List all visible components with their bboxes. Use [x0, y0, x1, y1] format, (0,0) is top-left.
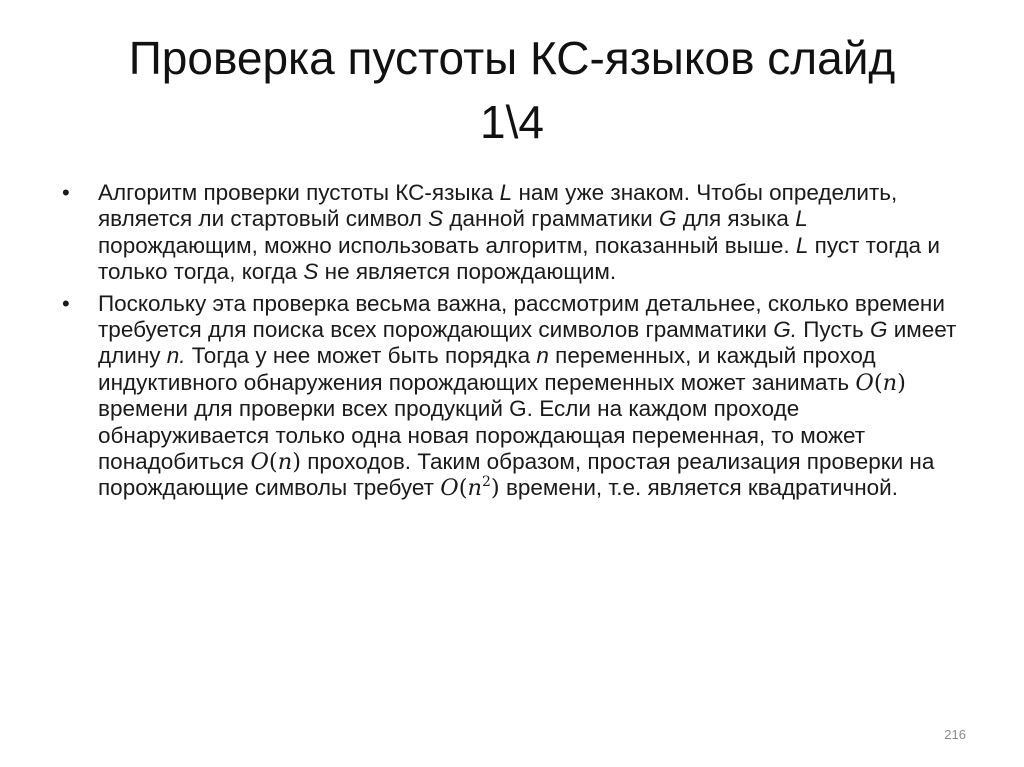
variable-L: L — [795, 206, 808, 232]
text-run: для языка — [676, 206, 796, 232]
variable-S: S — [303, 259, 319, 285]
math-symbol: n — [882, 369, 898, 396]
variable-L: L — [795, 232, 809, 258]
variable-G: G. — [773, 317, 797, 343]
variable-L: L — [499, 180, 513, 205]
text-run: пуст тогда и только тогда, когда — [98, 232, 940, 285]
math-symbol: O — [250, 449, 269, 476]
math-big-o-n — [855, 370, 906, 395]
math-symbol: n — [467, 475, 482, 502]
variable-G: G — [869, 317, 888, 343]
bullet-text-1 — [98, 180, 940, 284]
math-paren: ) — [897, 369, 906, 396]
math-paren: ( — [873, 369, 883, 396]
text-run: Алгоритм проверки пустоты КС-языка — [98, 180, 500, 205]
page-number: 216 — [944, 727, 966, 742]
math-paren: ) — [292, 449, 301, 476]
math-big-o-n-squared — [440, 475, 499, 500]
text-run: нам уже знаком. Чтобы определить, является ли стартовый символ — [98, 180, 898, 232]
bullet-marker: • — [62, 290, 70, 316]
text-run: данной грамматики — [443, 206, 659, 232]
math-big-o-n — [250, 449, 301, 474]
math-exponent: 2 — [481, 474, 491, 491]
math-paren: ( — [268, 449, 278, 476]
text-run: Поскольку эта проверка весьма важна, рассмотрим детальнее, сколько времени требуется для поиска всех порождающих символов грамматики — [98, 290, 945, 343]
variable-S: S — [428, 206, 444, 232]
slide-title-line2: 1\4 — [480, 96, 544, 148]
text-run: времени для проверки всех продукций G. Если на каждом проходе обнаруживается только одна новая порождающая переменная, то может понадобиться — [98, 396, 866, 475]
bullet-marker: • — [62, 180, 70, 205]
text-run: переменных, и каждый проход индуктивного обнаружения порождающих переменных может занимать — [98, 343, 876, 395]
variable-G: G — [658, 206, 677, 232]
variable-n: n. — [166, 343, 186, 369]
bullet-text-2 — [98, 291, 956, 501]
slide-title-line1: Проверка пустоты КС-языков слайд — [128, 32, 896, 84]
bullet-list — [62, 180, 962, 507]
math-paren: ) — [490, 475, 500, 502]
math-symbol: O — [855, 369, 874, 396]
text-run: времени, т.е. является квадратичной. — [499, 475, 898, 501]
text-run: не является порождающим. — [318, 259, 617, 285]
text-run: проходов. Таким образом, простая реализация проверки на порождающие символы требует — [98, 449, 935, 501]
slide-title — [60, 26, 964, 154]
bullet-item-1 — [62, 180, 962, 286]
text-run: порождающим, можно использовать алгоритм, показанный выше. — [98, 232, 796, 258]
text-run: Пусть — [796, 317, 870, 343]
text-run: имеет длину — [98, 317, 957, 369]
bullet-item-2 — [62, 291, 962, 502]
math-symbol: O — [440, 475, 459, 502]
math-symbol: n — [277, 449, 293, 476]
math-paren: ( — [458, 475, 468, 502]
text-run: Тогда у нее может быть порядка — [185, 343, 537, 369]
variable-n: n — [536, 343, 549, 369]
